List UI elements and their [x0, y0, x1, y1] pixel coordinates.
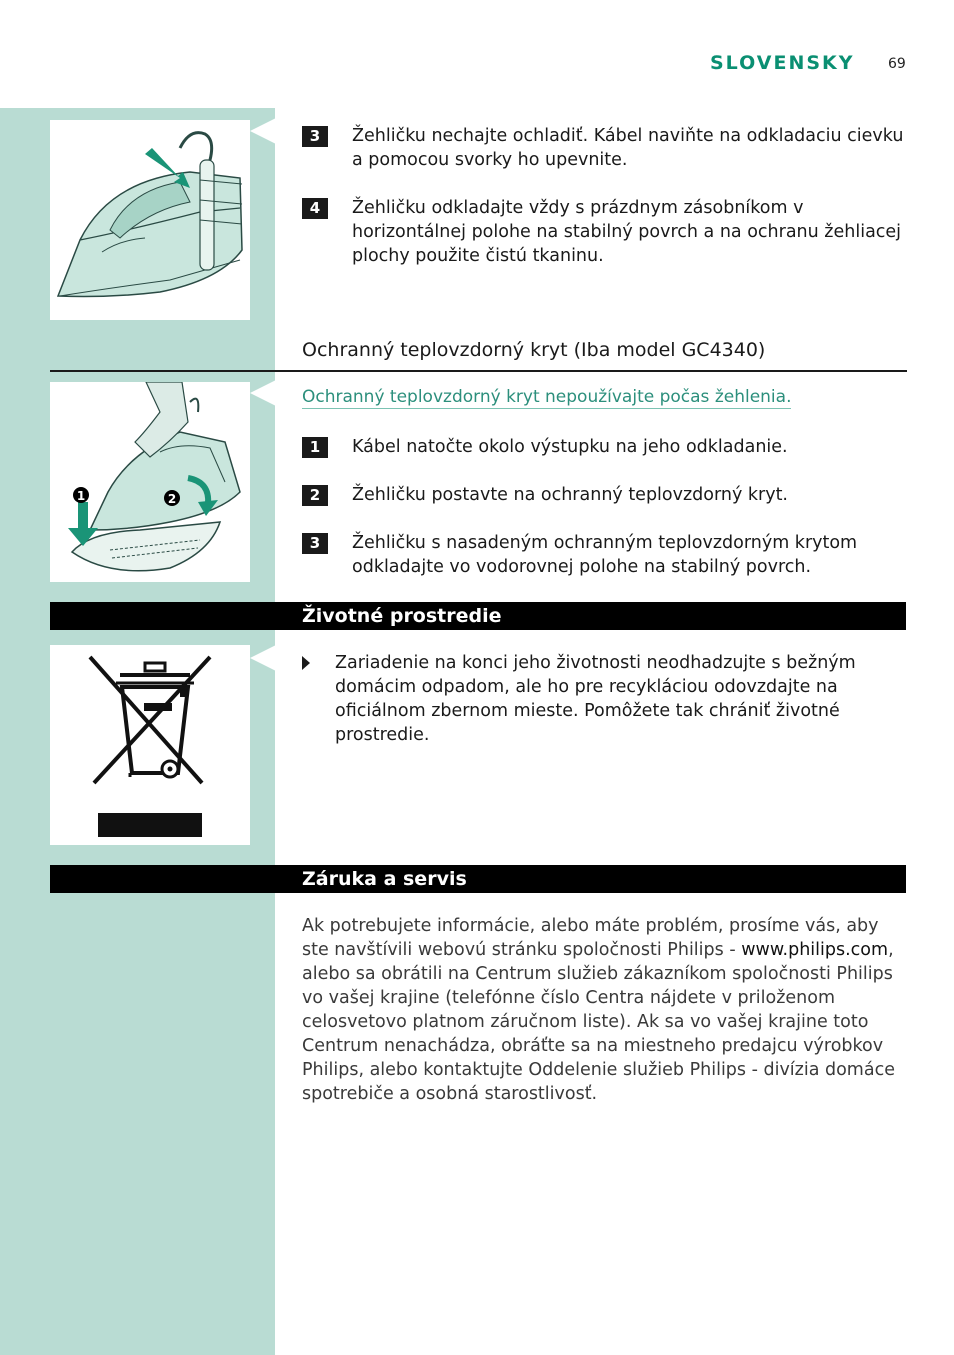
- step-text: Žehličku odkladajte vždy s prázdnym zásobníkom v horizontálnej polohe na stabilný povrch a na ochranu žehliacej plochy použite čistú tkaninu.: [352, 198, 902, 266]
- page-number: 69: [888, 56, 906, 72]
- weee-illustration: [50, 645, 250, 845]
- warranty-text-end: , alebo sa obrátili na Centrum služieb zákazníkom spoločnosti Philips vo vašej krajine (telefónne číslo Centra nájdete v priloženom celosvetovo platnom záručnom liste). Ak sa vo vašej krajine toto Centrum nenachádza, obráťte sa na miestneho predajcu výrobkov Philips, alebo kontaktujte Oddelenie služieb Philips - divízia domáce spotrebiče a osobná starostlivosť.: [302, 940, 895, 1104]
- step-text: Žehličku postavte na ochranný teplovzdorný kryt.: [352, 485, 788, 505]
- figure-label-1-text: 1: [76, 489, 86, 503]
- section-divider: [50, 370, 907, 372]
- philips-website-link[interactable]: www.philips.com: [741, 940, 889, 960]
- image-notch: [250, 645, 276, 671]
- section-subheading-heat-cover: Ochranný teplovzdorný kryt (Iba model GC4340): [302, 339, 766, 361]
- bullet-triangle-icon: [302, 656, 318, 670]
- step-number: 3: [302, 533, 328, 554]
- environment-bullet: [302, 651, 865, 747]
- step-2-place-on-cover: [302, 483, 912, 507]
- section-heading-warranty: Záruka a servis: [302, 868, 467, 890]
- step-3-store-with-cover: [302, 531, 912, 579]
- step-number: 4: [302, 198, 328, 219]
- step-4-store-iron: [302, 196, 912, 268]
- image-notch: [250, 118, 276, 144]
- iron-on-cover-illustration: [50, 382, 250, 582]
- step-text: Žehličku s nasadeným ochranným teplovzdorným krytom odkladajte vo vodorovnej polohe na stabilný povrch.: [352, 533, 858, 577]
- iron-on-cover-icon: [50, 382, 250, 582]
- image-notch: [250, 380, 276, 406]
- step-number: 1: [302, 437, 328, 458]
- figure-label-2-text: 2: [167, 492, 177, 506]
- step-1-wind-cord: [302, 435, 912, 459]
- iron-cord-wrap-icon: [50, 120, 250, 320]
- step-3-cool-iron: [302, 124, 912, 172]
- warranty-paragraph: [302, 914, 902, 1106]
- bullet-text: Zariadenie na konci jeho životnosti neodhadzujte s bežným domácim odpadom, ale ho pre recykláciou odovzdajte na oficiálnom zbernom mieste. Pomôžete tak chrániť životné prostredie.: [335, 653, 856, 745]
- warranty-text-start: Ak potrebujete informácie, alebo máte problém, prosíme vás, aby ste navštívili webovú stránku spoločnosti Philips -: [302, 916, 879, 960]
- section-heading-environment: Životné prostredie: [302, 605, 502, 627]
- step-text: Kábel natočte okolo výstupku na jeho odkladanie.: [352, 437, 788, 457]
- language-header: SLOVENSKY: [710, 52, 855, 74]
- iron-cord-wrap-illustration: [50, 120, 250, 320]
- step-number: 2: [302, 485, 328, 506]
- step-text: Žehličku nechajte ochladiť. Kábel naviňte na odkladaciu cievku a pomocou svorky ho upevnite.: [352, 126, 904, 170]
- section-bar-warranty: [50, 865, 906, 893]
- warning-note: Ochranný teplovzdorný kryt nepoužívajte počas žehlenia.: [302, 387, 792, 407]
- crossed-out-wheelie-bin-icon: [50, 645, 250, 845]
- step-number: 3: [302, 126, 328, 147]
